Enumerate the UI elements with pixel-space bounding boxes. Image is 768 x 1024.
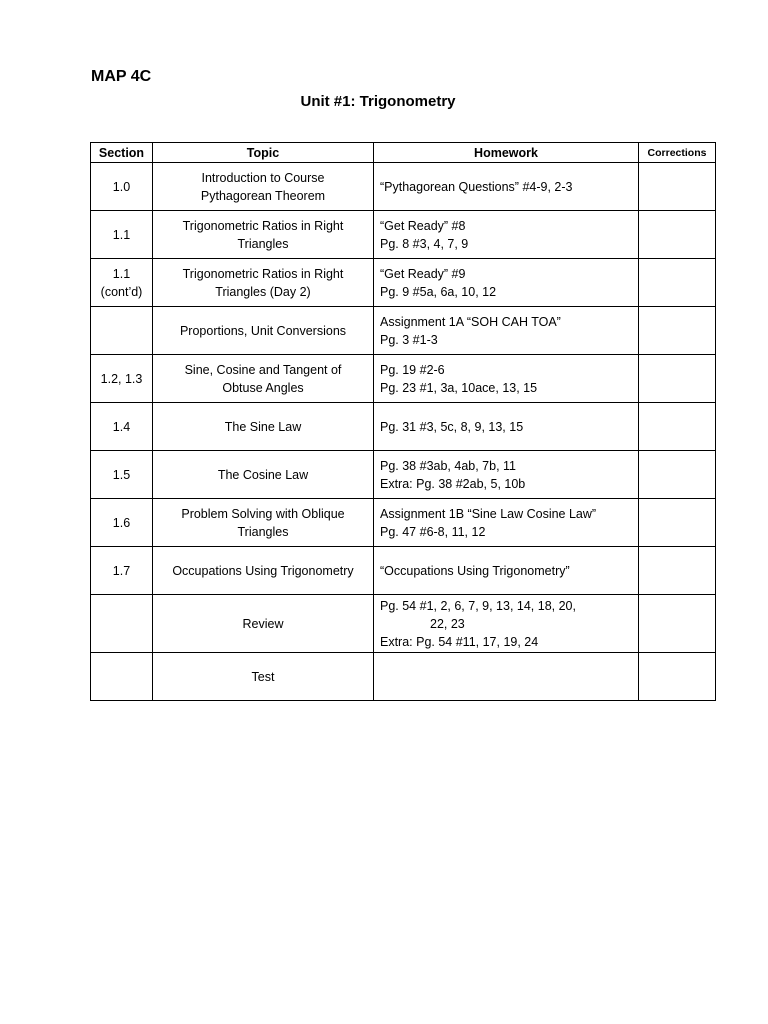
table-row	[91, 499, 716, 547]
section-cell: 1.2, 1.3	[91, 355, 153, 403]
table-row	[91, 211, 716, 259]
topic-cell: Problem Solving with Oblique Triangles	[153, 499, 374, 547]
corrections-cell	[639, 653, 716, 701]
topic-cell: Trigonometric Ratios in Right Triangles	[153, 211, 374, 259]
table-row	[91, 547, 716, 595]
corrections-cell	[639, 403, 716, 451]
topic-cell: The Cosine Law	[153, 451, 374, 499]
table-row	[91, 653, 716, 701]
section-cell: 1.5	[91, 451, 153, 499]
table-row	[91, 259, 716, 307]
table-row	[91, 307, 716, 355]
topic-cell: Sine, Cosine and Tangent of Obtuse Angles	[153, 355, 374, 403]
homework-cell: “Get Ready” #8 Pg. 8 #3, 4, 7, 9	[374, 211, 639, 259]
topic-cell: Review	[153, 595, 374, 653]
table-row	[91, 163, 716, 211]
section-cell	[91, 653, 153, 701]
header-topic: Topic	[153, 143, 374, 163]
corrections-cell	[639, 451, 716, 499]
section-cell: 1.6	[91, 499, 153, 547]
topic-cell: Occupations Using Trigonometry	[153, 547, 374, 595]
topic-cell: Test	[153, 653, 374, 701]
homework-schedule-table	[90, 142, 716, 701]
topic-cell: Proportions, Unit Conversions	[153, 307, 374, 355]
table-row	[91, 403, 716, 451]
homework-cell: Pg. 54 #1, 2, 6, 7, 9, 13, 14, 18, 20, 22, 23 Extra: Pg. 54 #11, 17, 19, 24	[374, 595, 639, 653]
table-row	[91, 355, 716, 403]
homework-cell: “Pythagorean Questions” #4-9, 2-3	[374, 163, 639, 211]
corrections-cell	[639, 355, 716, 403]
section-cell: 1.1	[91, 211, 153, 259]
course-code: MAP 4C	[91, 68, 152, 85]
unit-title: Unit #1: Trigonometry	[300, 93, 456, 110]
topic-cell: Introduction to Course Pythagorean Theorem	[153, 163, 374, 211]
table-header-row	[91, 143, 716, 163]
section-cell: 1.7	[91, 547, 153, 595]
corrections-cell	[639, 547, 716, 595]
header-homework: Homework	[374, 143, 639, 163]
corrections-cell	[639, 595, 716, 653]
corrections-cell	[639, 307, 716, 355]
homework-cell: “Get Ready” #9 Pg. 9 #5a, 6a, 10, 12	[374, 259, 639, 307]
corrections-cell	[639, 499, 716, 547]
homework-cell	[374, 653, 639, 701]
table-row	[91, 451, 716, 499]
topic-cell: The Sine Law	[153, 403, 374, 451]
section-cell	[91, 595, 153, 653]
table-row	[91, 595, 716, 653]
header-section: Section	[91, 143, 153, 163]
section-cell: 1.1 (cont’d)	[91, 259, 153, 307]
homework-cell: Pg. 38 #3ab, 4ab, 7b, 11 Extra: Pg. 38 #2ab, 5, 10b	[374, 451, 639, 499]
section-cell: 1.4	[91, 403, 153, 451]
section-cell: 1.0	[91, 163, 153, 211]
section-cell	[91, 307, 153, 355]
homework-cell: Assignment 1B “Sine Law Cosine Law” Pg. 47 #6-8, 11, 12	[374, 499, 639, 547]
corrections-cell	[639, 211, 716, 259]
homework-cell: “Occupations Using Trigonometry”	[374, 547, 639, 595]
header-corrections: Corrections	[639, 143, 716, 163]
homework-cell: Pg. 19 #2-6 Pg. 23 #1, 3a, 10ace, 13, 15	[374, 355, 639, 403]
homework-cell: Pg. 31 #3, 5c, 8, 9, 13, 15	[374, 403, 639, 451]
homework-cell: Assignment 1A “SOH CAH TOA” Pg. 3 #1-3	[374, 307, 639, 355]
corrections-cell	[639, 259, 716, 307]
corrections-cell	[639, 163, 716, 211]
topic-cell: Trigonometric Ratios in Right Triangles (Day 2)	[153, 259, 374, 307]
